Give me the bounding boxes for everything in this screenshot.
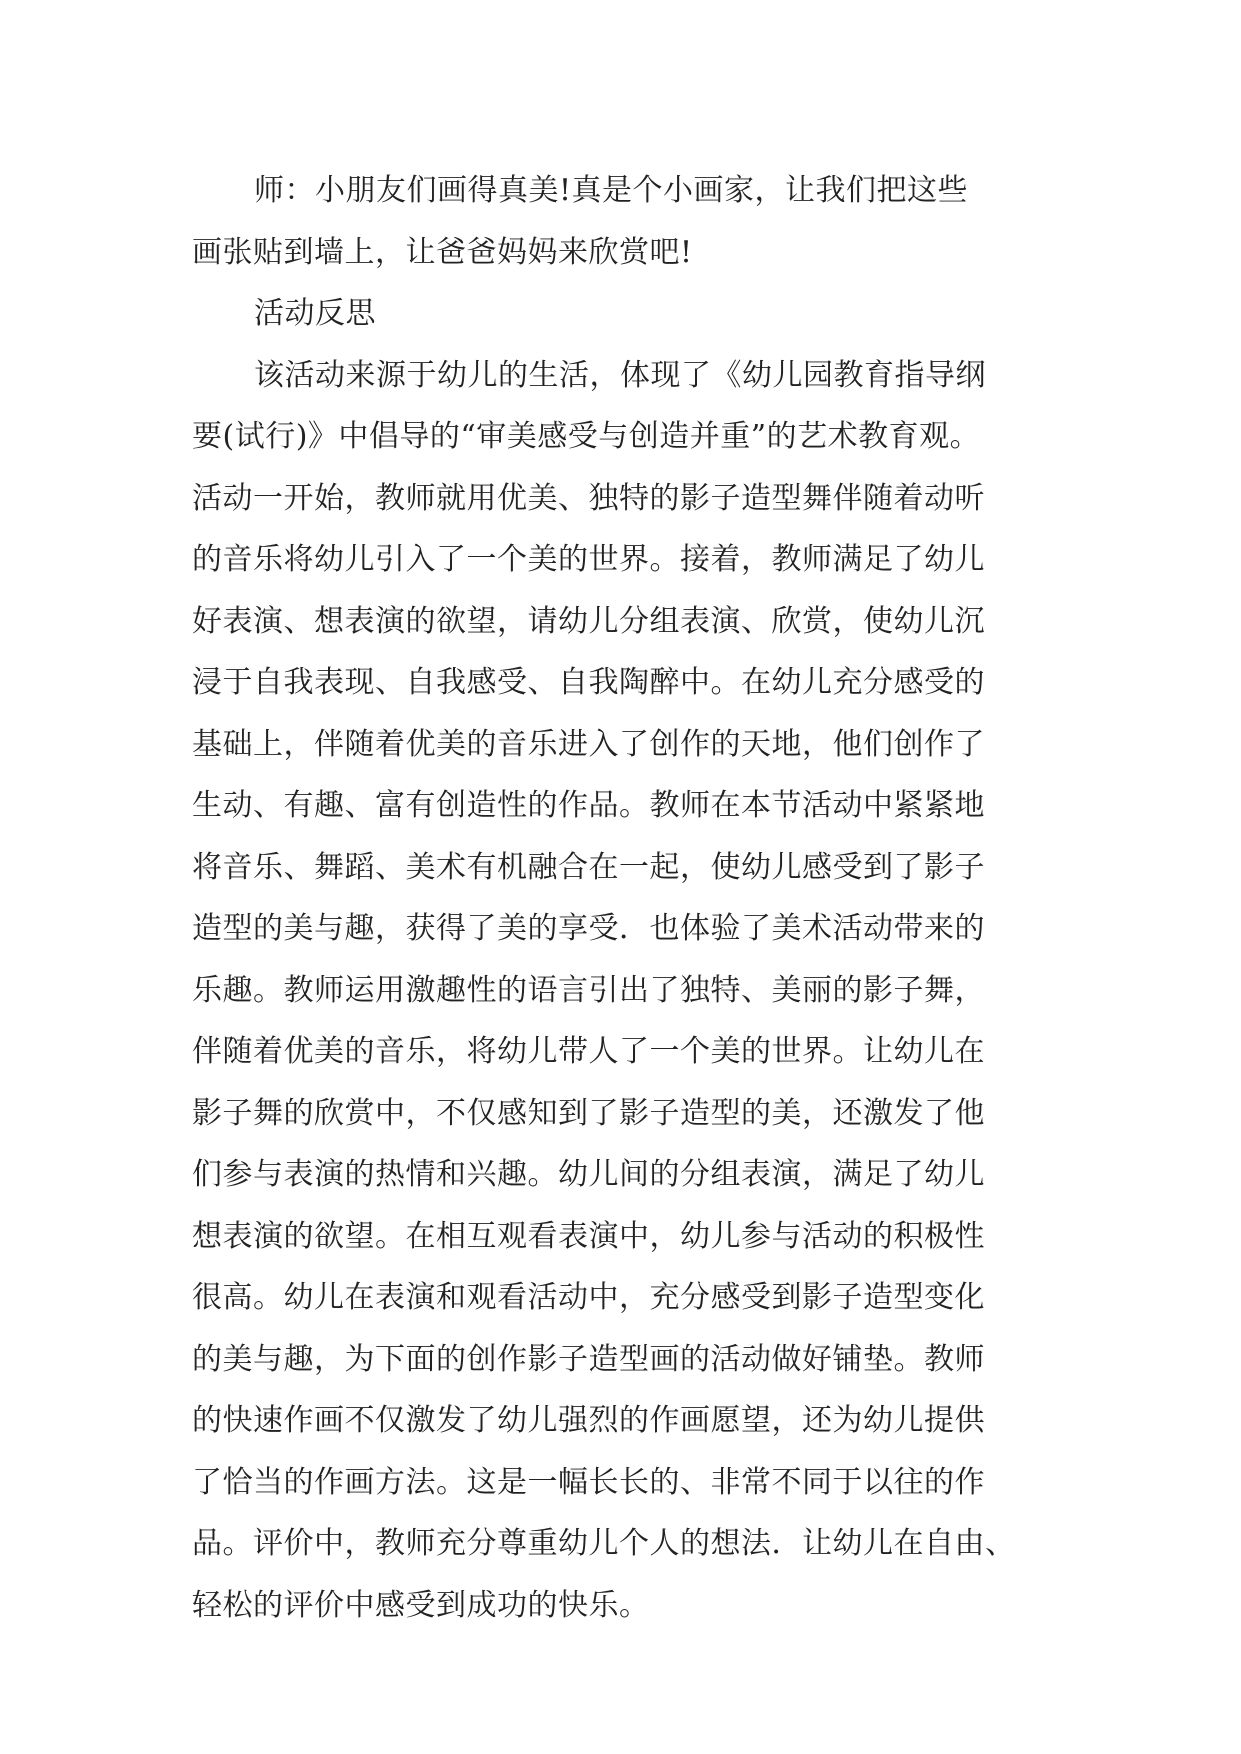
text-line: 将音乐、舞蹈、美术有机融合在一起，使幼儿感受到了影子 (192, 849, 985, 885)
text-line: 师：小朋友们画得真美!真是个小画家，让我们把这些 (254, 173, 969, 208)
text-line: 生动、有趣、富有创造性的作品。教师在本节活动中紧紧地 (192, 788, 985, 823)
text-line: 该活动来源于幼儿的生活，体现了《幼儿园教育指导纲 (254, 357, 986, 393)
section-heading: 活动反思 (254, 296, 376, 331)
text-line: 好表演、想表演的欲望，请幼儿分组表演、欣赏，使幼儿沉 (192, 603, 985, 639)
text-line: 要(试行)》中倡导的“审美感受与创造并重”的艺术教育观。 (192, 419, 981, 454)
text-line: 浸于自我表现、自我感受、自我陶醉中。在幼儿充分感受的 (192, 665, 985, 700)
text-line: 的美与趣，为下面的创作影子造型画的活动做好铺垫。教师 (192, 1341, 985, 1377)
text-line: 很高。幼儿在表演和观看活动中，充分感受到影子造型变化 (192, 1280, 985, 1315)
text-line: 造型的美与趣，获得了美的享受．也体验了美术活动带来的 (192, 911, 985, 946)
text-line: 轻松的评价中感受到成功的快乐。 (192, 1587, 650, 1623)
text-line: 影子舞的欣赏中，不仅感知到了影子造型的美，还激发了他 (192, 1095, 985, 1131)
paragraph-teacher-speech (192, 160, 1052, 283)
text-line: 活动一开始，教师就用优美、独特的影子造型舞伴随着动听 (192, 480, 985, 516)
text-line: 基础上，伴随着优美的音乐进入了创作的天地，他们创作了 (192, 726, 985, 762)
text-line: 的快速作画不仅激发了幼儿强烈的作画愿望，还为幼儿提供 (192, 1403, 985, 1438)
document-body (192, 160, 1052, 1636)
text-line: 乐趣。教师运用激趣性的语言引出了独特、美丽的影子舞， (192, 972, 985, 1008)
text-line: 的音乐将幼儿引入了一个美的世界。接着，教师满足了幼儿 (192, 542, 985, 577)
text-line: 们参与表演的热情和兴趣。幼儿间的分组表演，满足了幼儿 (192, 1157, 985, 1192)
text-line: 品。评价中，教师充分尊重幼儿个人的想法．让幼儿在自由、 (192, 1526, 1016, 1561)
text-line: 画张贴到墙上，让爸爸妈妈来欣赏吧! (192, 234, 693, 270)
text-line: 想表演的欲望。在相互观看表演中，幼儿参与活动的积极性 (192, 1218, 985, 1254)
paragraph-reflection (192, 345, 1052, 1637)
text-line: 伴随着优美的音乐，将幼儿带人了一个美的世界。让幼儿在 (192, 1034, 985, 1069)
text-line: 了恰当的作画方法。这是一幅长长的、非常不同于以往的作 (192, 1464, 985, 1500)
